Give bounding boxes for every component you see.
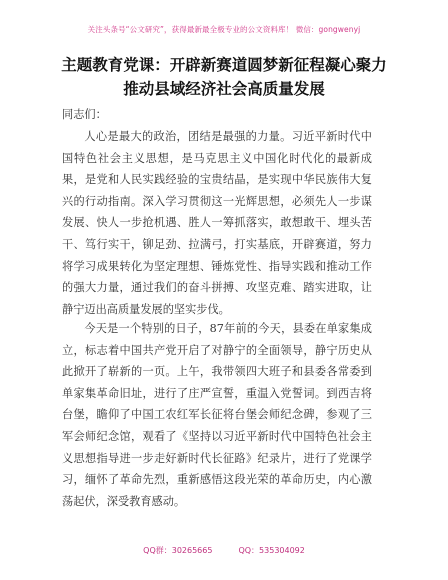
paragraph-1: 人心是最大的政治，团结是最强的力量。习近平新时代中国特色社会主义思想，是马克思主义中国化时代化的最新成果，是党和人民实践经验的宝贵结晶，是实现中华民族伟大复兴的行动指南。深入学习贯彻这一光辉思想，必须先人一步谋发展、快人一步抢机遇、胜人一筹抓落实，敢想敢干、埋头苦干、笃行实干，铆足劲、拉满弓，打实基底，开辟赛道，努力将学习成果转化为坚定理想、锤炼党性、指导实践和推动工作的强大力量，通过我们的奋斗拼搏、攻坚克难、踏实进取，让静宁迈出高质量发展的坚实步伐。 (62, 130, 372, 316)
footer-qq-group: QQ群：30265665 (143, 546, 213, 555)
footer-qq: QQ：535304092 (238, 546, 305, 555)
header-banner: 关注头条号“公文研究”，获得最新最全极专业的公文资料库！ 微信：gongwenyj (87, 25, 361, 34)
greeting: 同志们： (62, 108, 107, 121)
paragraph-2: 今天是一个特别的日子，87年前的今天，县委在单家集成立，标志着中国共产党开启了对静宁的全面领导，静宁历史从此掀开了崭新的一页。上午，我带领四大班子和县委各常委到单家集革命旧址，进行了庄严宣誓，重温入党誓词。到西吉将台堡，瞻仰了中国工农红军长征将台堡会师纪念碑，参观了三军会师纪念馆，观看了《坚持以习近平新时代中国特色社会主义思想指导进一步走好新时代长征路》纪录片，进行了党课学习，缅怀了革命先烈，重新感悟这段光荣的革命历史，内心激荡起伏，深受教育感动。 (62, 322, 372, 508)
footer (0, 545, 448, 556)
document-title: 主题教育党课：开辟新赛道圆梦新征程凝心聚力推动县域经济社会高质量发展 (61, 56, 387, 98)
